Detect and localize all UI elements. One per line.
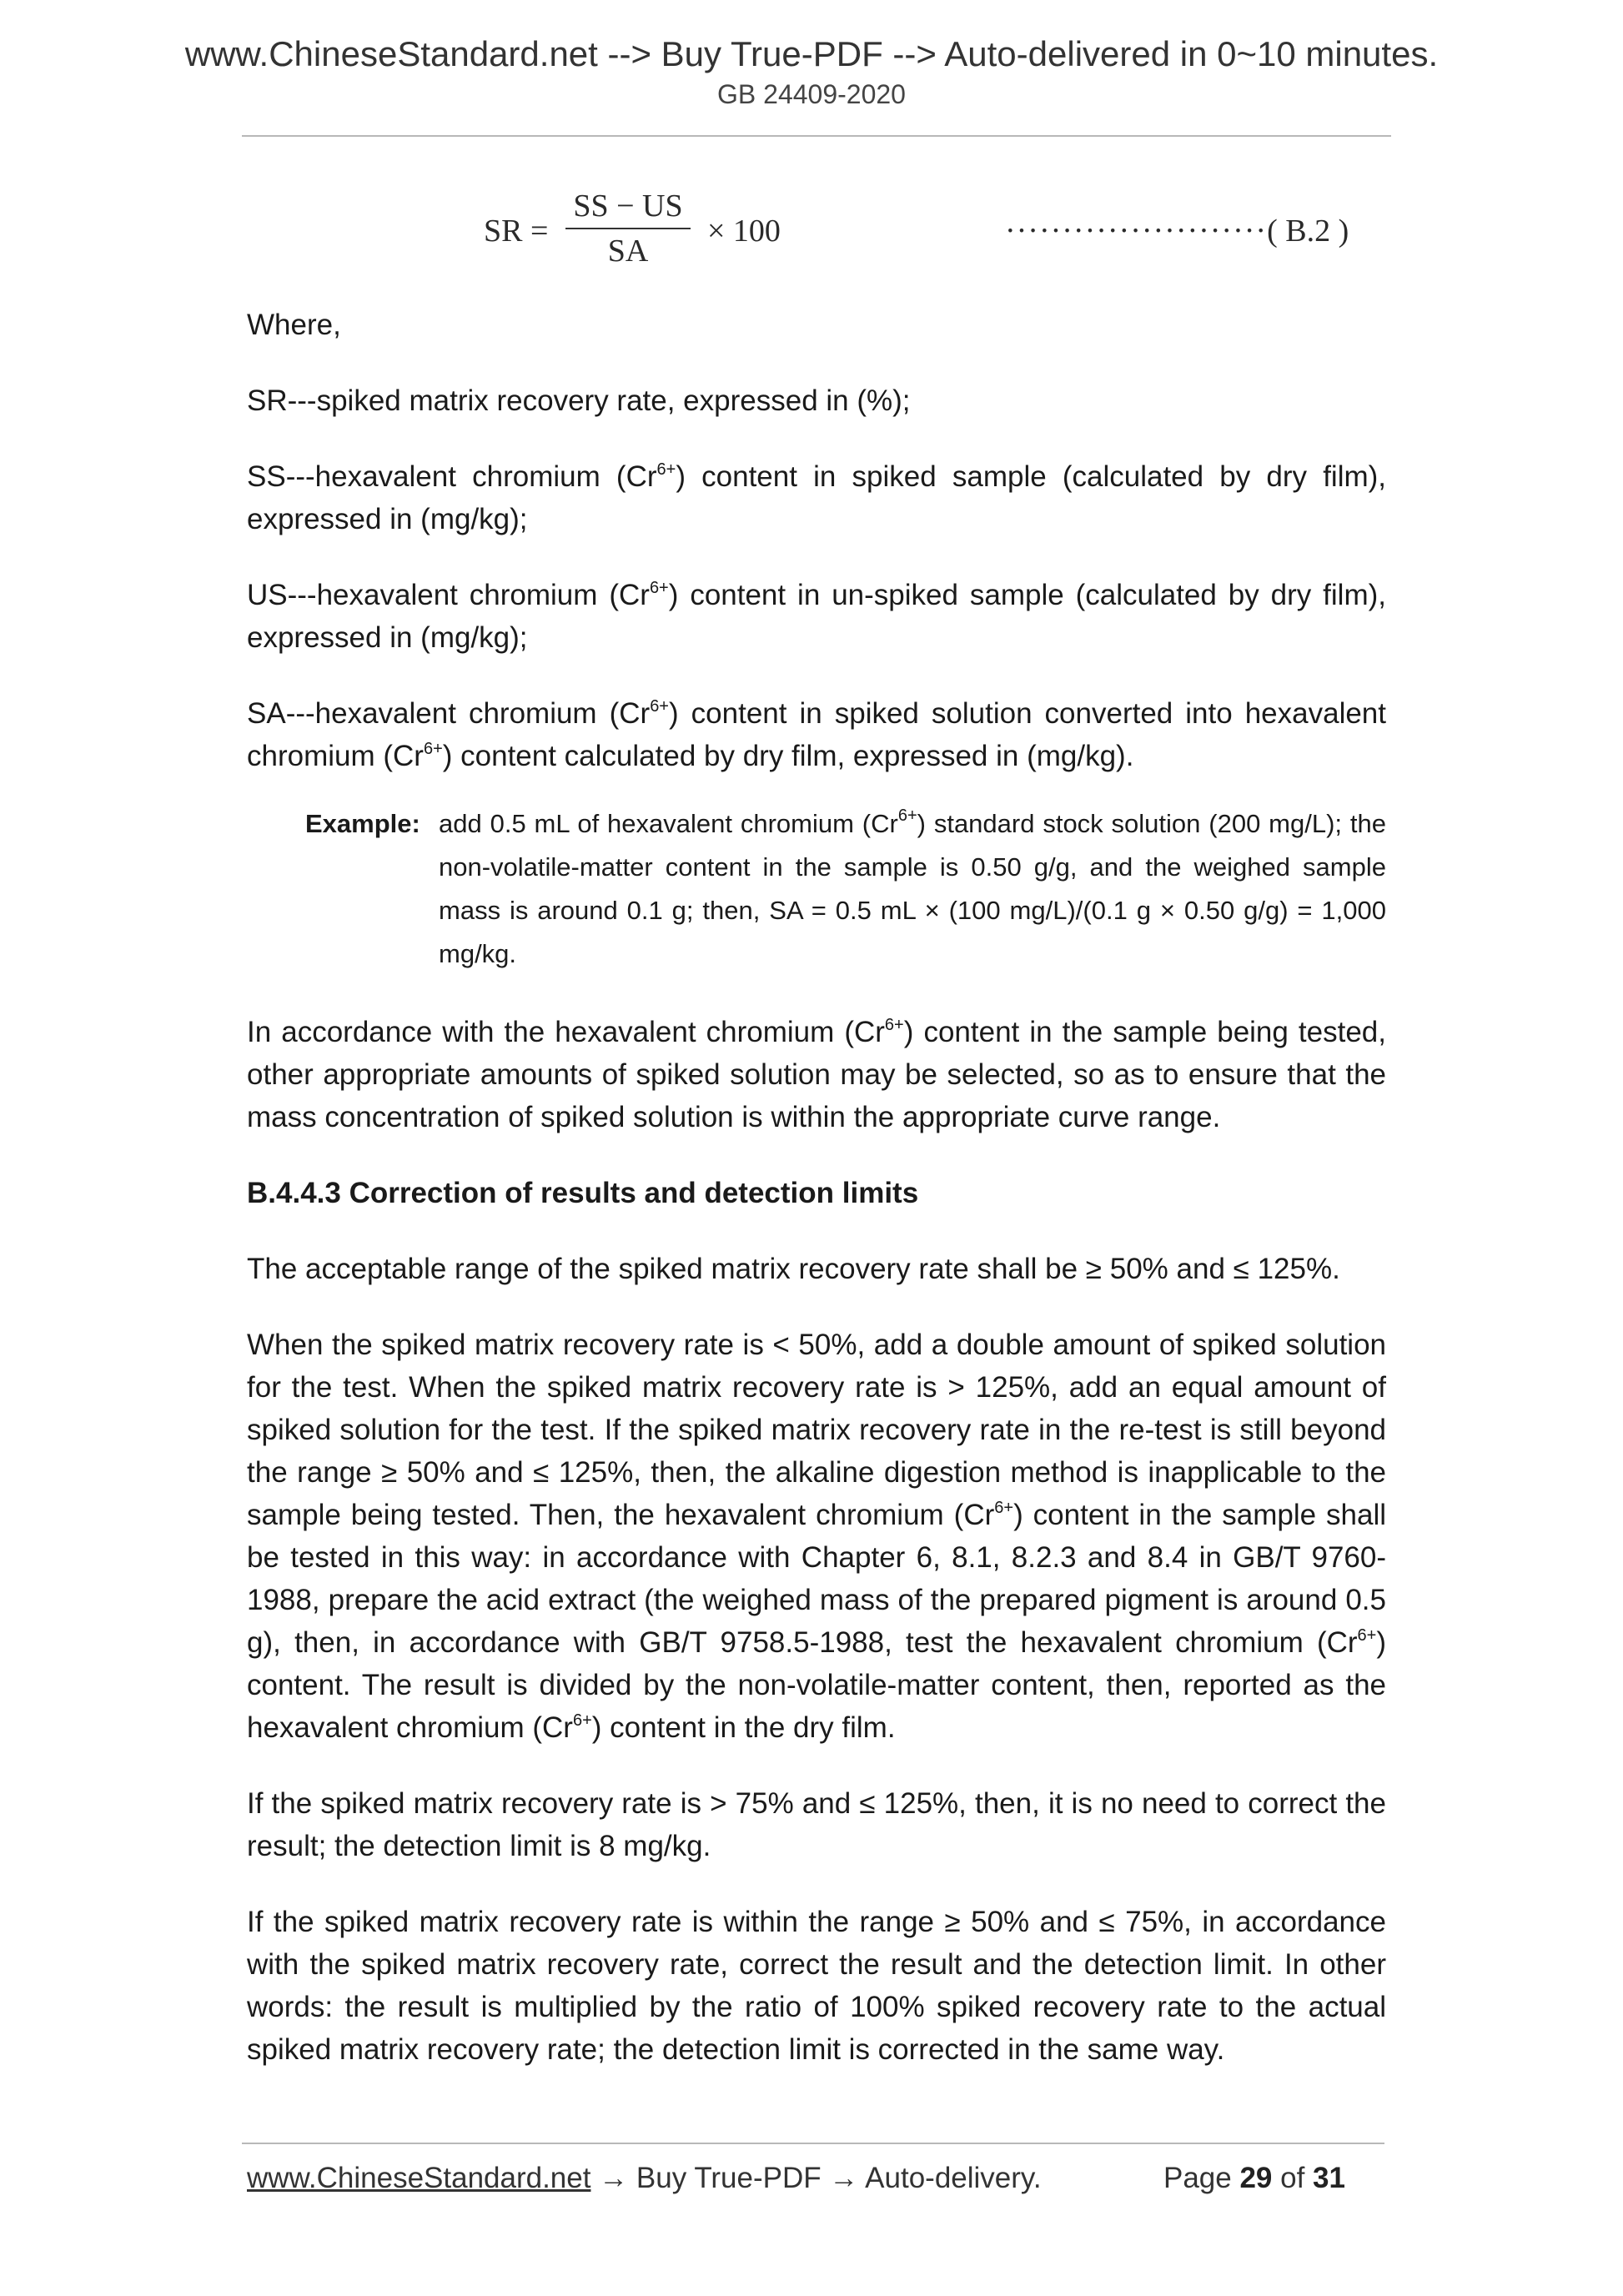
when-text-a: When the spiked matrix recovery rate is < 50%, add a double amount of spiked solution for the test. When the spiked matrix recovery rate is > 125%, add an equal amount of spiked solution for the test. If the spiked matrix recovery rate in the re-test is still beyond the range ≥ 50% and ≤ 125%, then, the alkaline digestion method is inapplicable to the sample being tested. Then, the hexavalent chromium (Cr (247, 1329, 1386, 1531)
example-text-b: ) standard stock solution (200 mg/L); the non-volatile-matter content in the sample is 0.50 g/g, and the weighed sample mass is around 0.1 g; then, SA = 0.5 mL × (100 mg/L)/(0.1 g × 0.50 g/g) = 1,000 mg/kg. (439, 809, 1386, 968)
formula-multiplier: × 100 (707, 214, 781, 249)
definition-us-text-b: ) content in un-spiked sample (calculated by dry film), expressed in (mg/kg); (247, 579, 1386, 654)
definition-us-text-a: US---hexavalent chromium (Cr (247, 579, 650, 611)
equation-dots: ······················· (1005, 214, 1268, 249)
formula-denominator: SA (607, 234, 649, 269)
definition-sa-text-a: SA---hexavalent chromium (Cr (247, 697, 651, 730)
paragraph-when (247, 1324, 1386, 1749)
definition-sa-text-c: ) content calculated by dry film, expressed in (mg/kg). (442, 740, 1134, 772)
page-label: Page (1163, 2162, 1240, 2194)
paragraph-acceptable-range: The acceptable range of the spiked matrix recovery rate shall be ≥ 50% and ≤ 125%. (247, 1253, 1340, 1285)
definition-sa (247, 692, 1386, 777)
page-of-label: of (1272, 2162, 1314, 2194)
superscript-6plus: 6+ (656, 460, 676, 479)
where-label: Where, (247, 309, 341, 341)
footer-url-link[interactable]: www.ChineseStandard.net (247, 2162, 591, 2194)
formula-lhs: SR = (484, 214, 549, 249)
accordance-text-b: ) content in the sample being tested, other appropriate amounts of spiked solution may be selected, so as to ensure that the mass concentration of spiked solution is within the appropriate curve range. (247, 1016, 1386, 1133)
footer-link (247, 2162, 1042, 2195)
superscript-6plus: 6+ (994, 1499, 1014, 1517)
footer-text: → Buy True-PDF → Auto-delivery. (590, 2162, 1042, 2194)
example-label: Example: (305, 809, 420, 838)
paragraph-if-75: If the spiked matrix recovery rate is > 75% and ≤ 125%, then, it is no need to correct the result; the detection limit is 8 mg/kg. (247, 1787, 1386, 1862)
superscript-6plus: 6+ (650, 697, 669, 716)
accordance-text-a: In accordance with the hexavalent chromium (Cr (247, 1016, 885, 1048)
page-number: 29 (1239, 2162, 1273, 2194)
formula-numerator: SS − US (565, 188, 691, 229)
definition-ss-text-b: ) content in spiked sample (calculated by dry film), expressed in (mg/kg); (247, 460, 1387, 535)
when-text-b: ) content in the sample shall be tested in this way: in accordance with Chapter 6, 8.1, 8.2.3 and 8.4 in GB/T 9760-1988, prepare the acid extract (the weighed mass of the prepared pigment is around 0.5 g), then, in accordance with GB/T 9758.5-1988, test the hexavalent chromium (Cr (247, 1499, 1386, 1659)
header-divider (242, 135, 1391, 137)
superscript-6plus: 6+ (897, 806, 917, 825)
definition-us (247, 574, 1386, 659)
definition-sa-text-b: ) content in spiked solution converted into hexavalent chromium (Cr (247, 697, 1386, 772)
paragraph-accordance (247, 1011, 1386, 1138)
page-total: 31 (1313, 2162, 1345, 2194)
definition-ss (247, 455, 1386, 540)
superscript-6plus: 6+ (572, 1711, 592, 1730)
page-indicator (1163, 2162, 1345, 2195)
paragraph-if-50: If the spiked matrix recovery rate is within the range ≥ 50% and ≤ 75%, in accordance with the spiked matrix recovery rate, correct the result and the detection limit. In other words: the result is multiplied by the ratio of 100% spiked recovery rate to the actual spiked matrix recovery rate; the detection limit is corrected in the same way. (247, 1906, 1386, 2066)
footer-divider (242, 2143, 1384, 2144)
document-id: GB 24409-2020 (717, 79, 906, 109)
superscript-6plus: 6+ (423, 740, 443, 758)
example-note (305, 802, 1386, 976)
section-heading: B.4.4.3 Correction of results and detection limits (247, 1177, 919, 1209)
superscript-6plus: 6+ (884, 1016, 904, 1034)
superscript-6plus: 6+ (649, 579, 669, 597)
top-banner[interactable]: www.ChineseStandard.net --> Buy True-PDF --> Auto-delivered in 0~10 minutes. (184, 34, 1439, 73)
equation-number (1005, 213, 1349, 249)
body-text (247, 304, 1386, 2071)
formula-fraction (565, 188, 691, 269)
definition-ss-text-a: SS---hexavalent chromium (Cr (247, 460, 657, 493)
when-text-d: ) content in the dry film. (591, 1711, 896, 1744)
definition-sr: SR---spiked matrix recovery rate, expressed in (%); (247, 384, 911, 417)
when-text-c: ) content. The result is divided by the non-volatile-matter content, then, reported as the hexavalent chromium (Cr (247, 1626, 1386, 1744)
superscript-6plus: 6+ (1357, 1626, 1377, 1645)
equation-label: ( B.2 ) (1267, 214, 1349, 249)
example-body (439, 802, 1386, 976)
example-text-a: add 0.5 mL of hexavalent chromium (Cr (439, 809, 898, 838)
